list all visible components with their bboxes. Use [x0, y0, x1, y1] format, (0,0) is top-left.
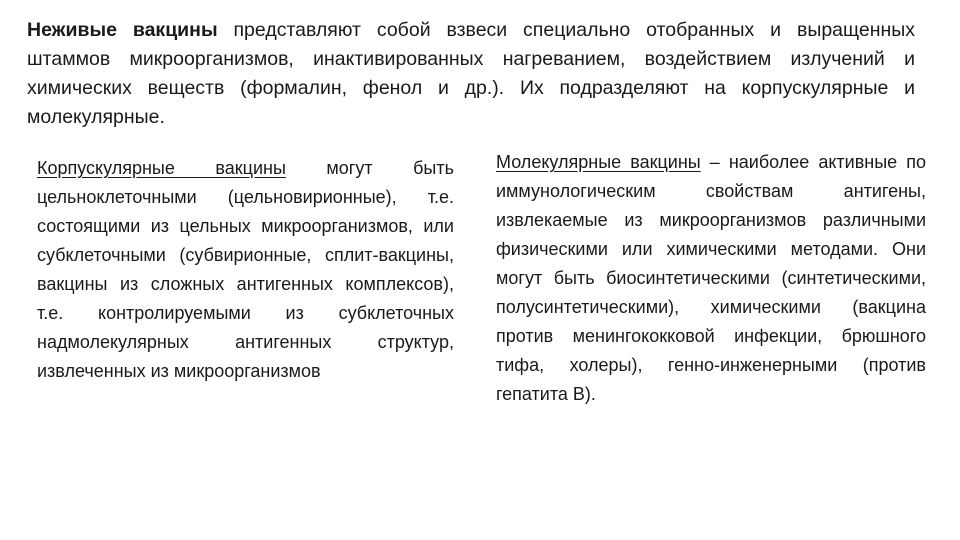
molecular-vaccines-text: – наиболее активные по иммунологическим свойствам антигены, извлекаемые из микроорганизмов различными физическими или химическими методами. Они могут быть биосинтетическими (синтетическими, полусинтетическими), химическими (вакцина против менингококковой инфекции, брюшного тифа, холеры), генно-инженерными (против гепатита В).: [496, 152, 926, 404]
corpuscular-vaccines-term: Корпускулярные вакцины: [37, 158, 286, 178]
intro-lead-term: Неживые вакцины: [27, 19, 218, 41]
intro-paragraph: [27, 16, 915, 132]
corpuscular-vaccines-paragraph: [37, 154, 454, 386]
molecular-vaccines-term: Молекулярные вакцины: [496, 152, 701, 172]
corpuscular-vaccines-text: могут быть цельноклеточными (цельновирионные), т.е. состоящими из цельных микроорганизмов, или субклеточными (субвирионные, сплит-вакцины, вакцины из сложных антигенных комплексов), т.е. контролируемыми из субклеточных надмолекулярных антигенных структур, извлеченных из микроорганизмов: [37, 158, 454, 381]
molecular-vaccines-paragraph: [496, 148, 926, 409]
intro-text: представляют собой взвеси специально отобранных и выращенных штаммов микроорганизмов, инактивированных нагреванием, воздействием излучений и химических веществ (формалин, фенол и др.). Их подразделяют на корпускулярные и молекулярные.: [27, 19, 915, 128]
